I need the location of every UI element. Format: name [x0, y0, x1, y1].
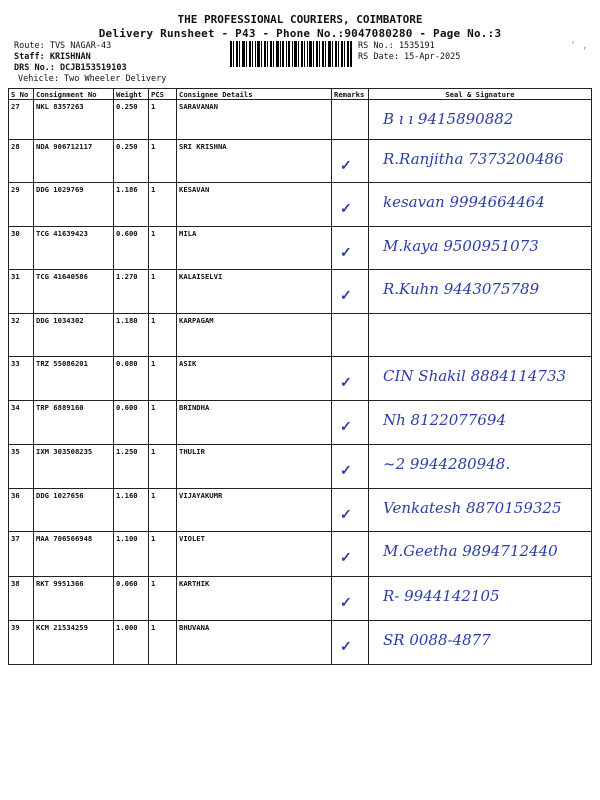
remarks-cell — [332, 270, 369, 314]
weight-cell: 1.180 — [114, 314, 149, 357]
signature-cell — [369, 621, 592, 665]
col-consignee: Consignee Details — [177, 89, 332, 100]
rs-number: RS No.: 1535191 — [358, 41, 435, 51]
staff-text: Staff: KRISHNAN — [14, 52, 91, 62]
consignment-no-cell: TCG 41639423 — [34, 227, 114, 270]
remark-tick-mark: ✓ — [340, 201, 352, 217]
table-row — [9, 401, 592, 445]
remarks-cell — [332, 532, 369, 577]
pcs-cell: 1 — [149, 621, 177, 665]
remarks-cell — [332, 140, 369, 183]
pcs-cell: 1 — [149, 227, 177, 270]
weight-cell: 0.060 — [114, 577, 149, 621]
pcs-cell: 1 — [149, 314, 177, 357]
remark-tick-mark: ✓ — [340, 419, 352, 435]
col-signature: Seal & Signature — [369, 89, 592, 100]
handwritten-signature: M.kaya 9500951073 — [383, 237, 539, 255]
pcs-cell: 1 — [149, 357, 177, 401]
s-no-cell: 37 — [9, 532, 34, 577]
handwritten-signature: SR 0088-4877 — [383, 631, 491, 649]
remarks-cell — [332, 227, 369, 270]
consignment-no-cell: RKT 9951366 — [34, 577, 114, 621]
pcs-cell: 1 — [149, 532, 177, 577]
signature-cell — [369, 140, 592, 183]
remark-tick-mark: ✓ — [340, 550, 352, 566]
col-remarks: Remarks — [332, 89, 369, 100]
handwritten-signature: R.Kuhn 9443075789 — [383, 280, 540, 298]
signature-cell — [369, 489, 592, 532]
handwritten-signature: kesavan 9994664464 — [383, 193, 545, 211]
corner-marks: ' , — [569, 40, 588, 51]
remark-tick-mark: ✓ — [340, 463, 352, 479]
col-weight: Weight — [114, 89, 149, 100]
weight-cell: 0.600 — [114, 401, 149, 445]
document-title: THE PROFESSIONAL COURIERS, COIMBATORE — [177, 13, 423, 26]
pcs-cell: 1 — [149, 401, 177, 445]
table-row — [9, 621, 592, 665]
col-sno: S No — [9, 89, 34, 100]
handwritten-signature: R- 9944142105 — [383, 587, 500, 605]
signature-cell — [369, 314, 592, 357]
consignee-cell: KALAISELVI — [177, 270, 332, 314]
s-no-cell: 34 — [9, 401, 34, 445]
handwritten-signature: CIN Shakil 8884114733 — [383, 367, 567, 385]
weight-cell: 0.250 — [114, 140, 149, 183]
table-row — [9, 100, 592, 140]
consignment-no-cell: DDG 1034302 — [34, 314, 114, 357]
s-no-cell: 32 — [9, 314, 34, 357]
weight-cell: 1.186 — [114, 183, 149, 227]
consignment-no-cell: KCM 21534259 — [34, 621, 114, 665]
table-row — [9, 140, 592, 183]
document-subtitle: Delivery Runsheet - P43 - Phone No.:9047080280 - Page No.:3 — [98, 27, 502, 40]
consignment-no-cell: NKL 8357263 — [34, 100, 114, 140]
weight-cell: 0.250 — [114, 100, 149, 140]
s-no-cell: 38 — [9, 577, 34, 621]
remark-tick-mark: ✓ — [340, 158, 352, 174]
consignee-cell: MILA — [177, 227, 332, 270]
signature-cell — [369, 227, 592, 270]
remarks-cell — [332, 445, 369, 489]
weight-cell: 1.250 — [114, 445, 149, 489]
weight-cell: 0.080 — [114, 357, 149, 401]
pcs-cell: 1 — [149, 489, 177, 532]
consignee-cell: KESAVAN — [177, 183, 332, 227]
consignee-cell: SRI KRISHNA — [177, 140, 332, 183]
weight-cell: 1.270 — [114, 270, 149, 314]
s-no-cell: 30 — [9, 227, 34, 270]
col-pcs: PCS — [149, 89, 177, 100]
signature-cell — [369, 270, 592, 314]
s-no-cell: 27 — [9, 100, 34, 140]
remarks-cell — [332, 489, 369, 532]
table-row — [9, 445, 592, 489]
remark-tick-mark: ✓ — [340, 245, 352, 261]
table-row — [9, 577, 592, 621]
barcode-image — [230, 41, 352, 67]
table-row — [9, 532, 592, 577]
rs-date: RS Date: 15-Apr-2025 — [358, 52, 461, 62]
remark-tick-mark: ✓ — [340, 288, 352, 304]
weight-cell: 1.160 — [114, 489, 149, 532]
consignee-cell: VIOLET — [177, 532, 332, 577]
handwritten-signature: M.Geetha 9894712440 — [383, 542, 558, 560]
remarks-cell — [332, 577, 369, 621]
pcs-cell: 1 — [149, 577, 177, 621]
consignment-no-cell: MAA 706566948 — [34, 532, 114, 577]
remark-tick-mark: ✓ — [340, 507, 352, 523]
consignee-cell: KARPAGAM — [177, 314, 332, 357]
handwritten-signature: ~2 9944280948. — [383, 455, 511, 473]
consignee-cell: BHUVANA — [177, 621, 332, 665]
pcs-cell: 1 — [149, 100, 177, 140]
consignee-cell: ASIK — [177, 357, 332, 401]
table-row — [9, 357, 592, 401]
table-row — [9, 183, 592, 227]
signature-cell — [369, 577, 592, 621]
pcs-cell: 1 — [149, 183, 177, 227]
remarks-cell — [332, 314, 369, 357]
runsheet-table — [8, 88, 592, 665]
consignment-no-cell: TRZ 55086201 — [34, 357, 114, 401]
s-no-cell: 28 — [9, 140, 34, 183]
remarks-cell — [332, 357, 369, 401]
consignee-cell: SARAVANAN — [177, 100, 332, 140]
handwritten-signature: Nh 8122077694 — [383, 411, 506, 429]
s-no-cell: 29 — [9, 183, 34, 227]
consignment-no-cell: TCG 41640586 — [34, 270, 114, 314]
s-no-cell: 36 — [9, 489, 34, 532]
signature-cell — [369, 401, 592, 445]
signature-cell — [369, 183, 592, 227]
consignment-no-cell: NDA 906712117 — [34, 140, 114, 183]
weight-cell: 1.000 — [114, 621, 149, 665]
s-no-cell: 33 — [9, 357, 34, 401]
signature-cell — [369, 357, 592, 401]
pcs-cell: 1 — [149, 270, 177, 314]
remarks-cell — [332, 183, 369, 227]
weight-cell: 1.100 — [114, 532, 149, 577]
remarks-cell — [332, 401, 369, 445]
handwritten-signature: B ı ı 9415890882 — [383, 110, 514, 128]
s-no-cell: 31 — [9, 270, 34, 314]
table-row — [9, 314, 592, 357]
remarks-cell — [332, 100, 369, 140]
pcs-cell: 1 — [149, 445, 177, 489]
table-row — [9, 227, 592, 270]
consignee-cell: VIJAYAKUMR — [177, 489, 332, 532]
consignment-no-cell: DDG 1029769 — [34, 183, 114, 227]
signature-cell — [369, 445, 592, 489]
consignment-no-cell: IXM 303508235 — [34, 445, 114, 489]
s-no-cell: 35 — [9, 445, 34, 489]
route-text: Route: TVS NAGAR-43 — [14, 41, 112, 51]
remark-tick-mark: ✓ — [340, 639, 352, 655]
col-consignment: Consignment No — [34, 89, 114, 100]
signature-cell — [369, 532, 592, 577]
pcs-cell: 1 — [149, 140, 177, 183]
table-header-row — [9, 89, 592, 100]
s-no-cell: 39 — [9, 621, 34, 665]
remark-tick-mark: ✓ — [340, 595, 352, 611]
vehicle-text: Vehicle: Two Wheeler Delivery — [18, 74, 167, 84]
remark-tick-mark: ✓ — [340, 375, 352, 391]
handwritten-signature: R.Ranjitha 7373200486 — [383, 150, 564, 168]
consignment-no-cell: TRP 6889160 — [34, 401, 114, 445]
table-row — [9, 270, 592, 314]
drs-number: DRS No.: DCJB153519103 — [14, 63, 127, 73]
consignee-cell: THULIR — [177, 445, 332, 489]
consignee-cell: BRINDHA — [177, 401, 332, 445]
consignee-cell: KARTHIK — [177, 577, 332, 621]
consignment-no-cell: DDG 1027656 — [34, 489, 114, 532]
handwritten-signature: Venkatesh 8870159325 — [383, 499, 562, 517]
remarks-cell — [332, 621, 369, 665]
weight-cell: 0.600 — [114, 227, 149, 270]
signature-cell — [369, 100, 592, 140]
table-row — [9, 489, 592, 532]
